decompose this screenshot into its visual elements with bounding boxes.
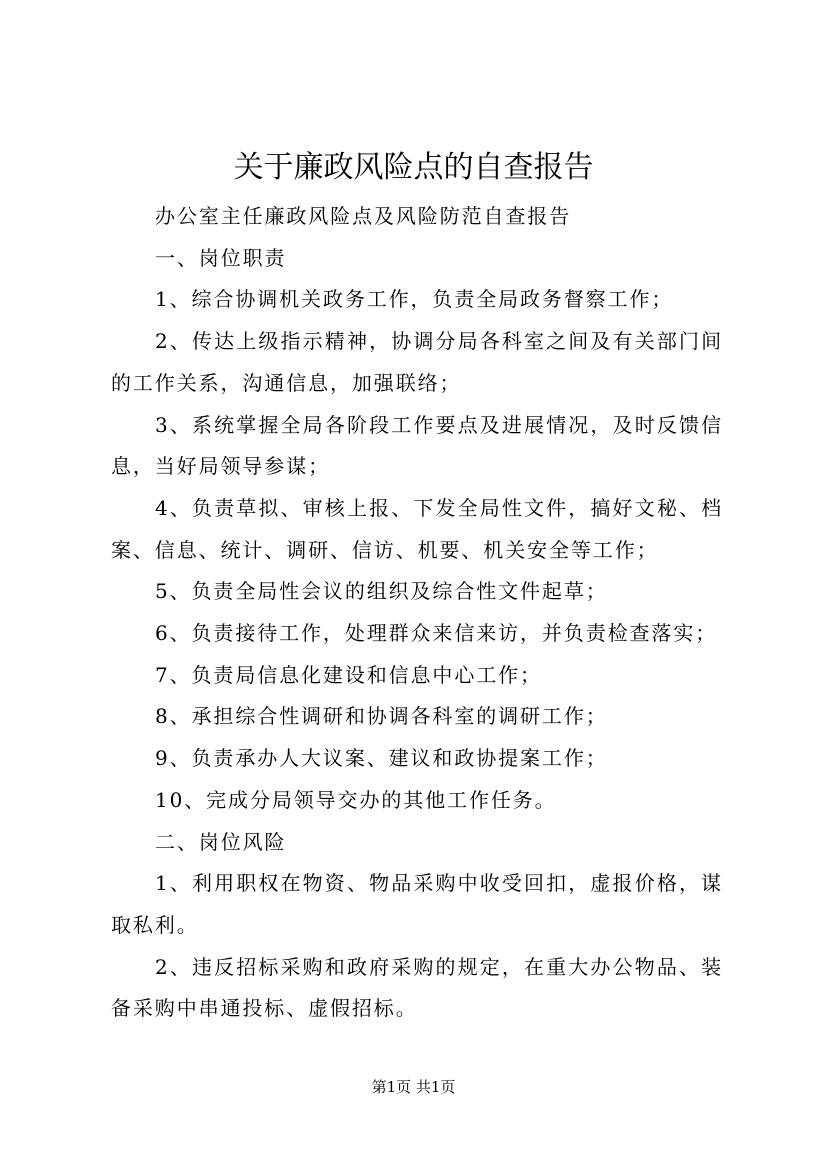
risk-item-1: 1、利用职权在物资、物品采购中收受回扣，虚报价格，谋取私利。 [111, 871, 723, 937]
duty-item-9: 9、负责承办人大议案、建议和政协提案工作； [155, 746, 608, 771]
document-body [111, 196, 723, 1030]
duty-item-3: 3、系统掌握全局各阶段工作要点及进展情况，及时反馈信息，当好局领导参谋； [111, 412, 723, 479]
duty-item-2: 2、传达上级指示精神，协调分局各科室之间及有关部门间的工作关系，沟通信息，加强联络； [111, 329, 723, 395]
page-footer: 第1页 共1页 [371, 1078, 456, 1096]
duty-item-6: 6、负责接待工作，处理群众来信来访，并负责检查落实； [155, 621, 718, 646]
subtitle-paragraph: 办公室主任廉政风险点及风险防范自查报告 [155, 204, 572, 228]
duty-item-4: 4、负责草拟、审核上报、下发全局性文件，搞好文秘、档案、信息、统计、调研、信访、机要、机关安全等工作； [111, 495, 723, 562]
duty-item-8: 8、承担综合性调研和协调各科室的调研工作； [155, 704, 608, 729]
risk-item-2: 2、违反招标采购和政府采购的规定，在重大办公物品、装备采购中串通投标、虚假招标。 [111, 954, 723, 1021]
document-title: 关于廉政风险点的自查报告 [233, 150, 594, 185]
section-heading-risks: 二、岗位风险 [155, 829, 287, 854]
section-heading-duties: 一、岗位职责 [155, 245, 287, 270]
duty-item-10: 10、完成分局领导交办的其他工作任务。 [155, 787, 557, 812]
duty-item-5: 5、负责全局性会议的组织及综合性文件起草； [155, 579, 608, 604]
duty-item-1: 1、综合协调机关政务工作，负责全局政务督察工作； [155, 287, 674, 312]
duty-item-7: 7、负责局信息化建设和信息中心工作； [155, 662, 542, 687]
